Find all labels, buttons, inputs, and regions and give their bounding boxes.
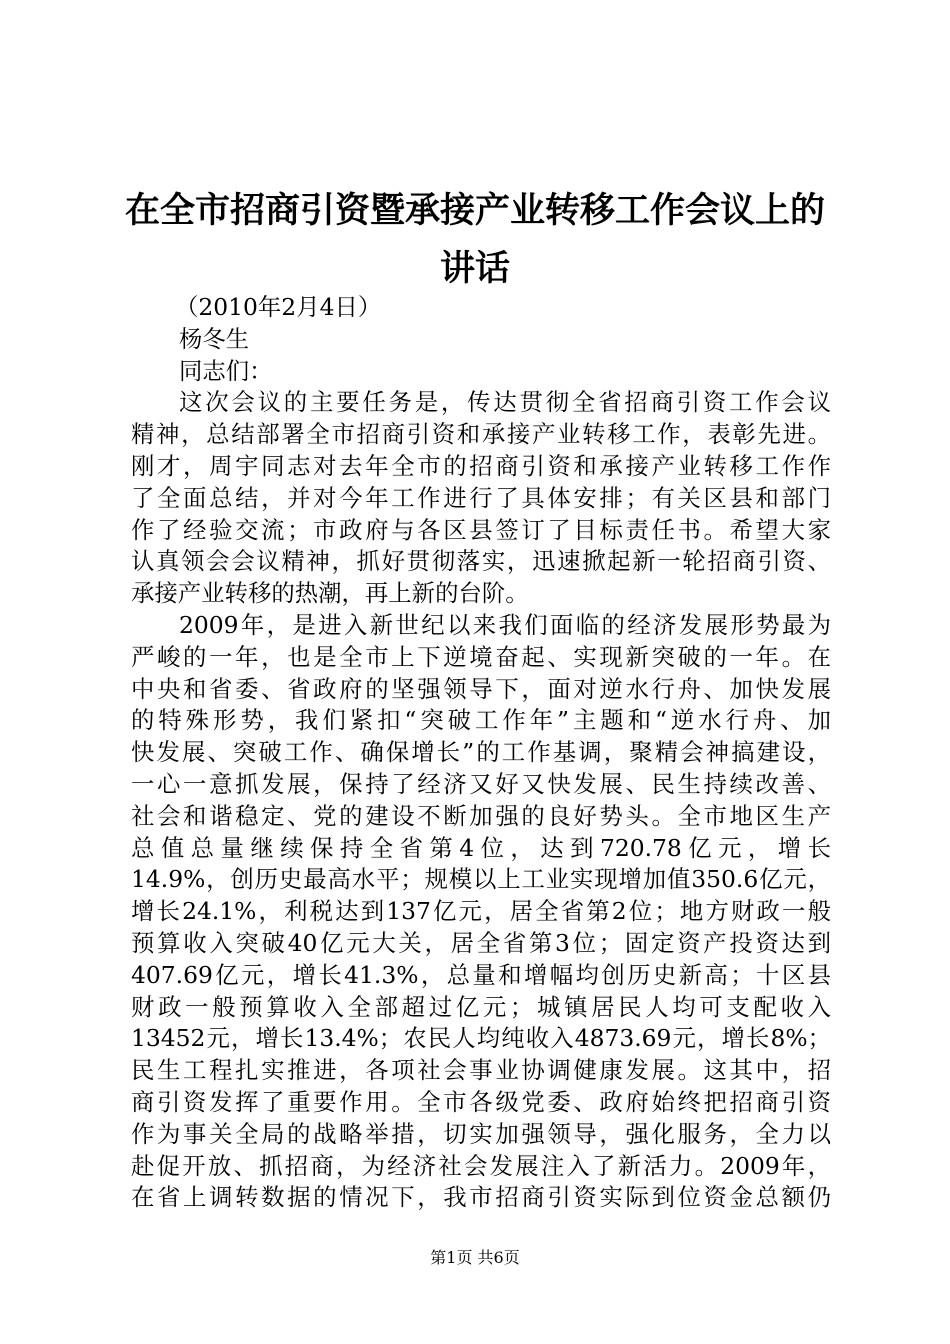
paragraph2-line: 增长24.1%，利税达到137亿元，居全省第2位；地方财政一般: [131, 897, 831, 926]
paragraph2-line: 赴促开放、抓招商，为经济社会发展注入了新活力。2009年，: [131, 1151, 831, 1180]
paragraph2-line: 在省上调转数据的情况下，我市招商引资实际到位资金总额仍: [131, 1183, 831, 1212]
speech-author: 杨冬生: [179, 324, 250, 353]
speech-salutation: 同志们：: [179, 356, 273, 385]
speech-date: （2010年2月4日）: [175, 293, 382, 321]
paragraph2-line: 民生工程扎实推进，各项社会事业协调健康发展。这其中，招: [131, 1056, 831, 1085]
paragraph2-line: 14.9%，创历史最高水平；规模以上工业实现增加值350.6亿元，: [131, 865, 831, 894]
paragraph1-line: 这次会议的主要任务是，传达贯彻全省招商引资工作会议: [179, 388, 831, 417]
paragraph2-line: 社会和谐稳定、党的建设不断加强的良好势头。全市地区生产: [131, 801, 831, 830]
paragraph2-line: 2009年，是进入新世纪以来我们面临的经济发展形势最为: [179, 610, 831, 639]
paragraph1-line: 了全面总结，并对今年工作进行了具体安排；有关区县和部门: [131, 483, 831, 512]
paragraph1-line: 承接产业转移的热潮，再上新的台阶。: [131, 579, 529, 608]
paragraph2-line: 商引资发挥了重要作用。全市各级党委、政府始终把招商引资: [131, 1087, 831, 1116]
paragraph2-line: 作为事关全局的战略举措，切实加强领导，强化服务，全力以: [131, 1119, 831, 1148]
paragraph2-line: 预算收入突破40亿元大关，居全省第3位；固定资产投资达到: [131, 928, 831, 957]
document-title-line1: 在全市招商引资暨承接产业转移工作会议上的: [124, 190, 825, 231]
paragraph1-line: 刚才，周宇同志对去年全市的招商引资和承接产业转移工作作: [131, 451, 831, 480]
paragraph1-line: 作了经验交流；市政府与各区县签订了目标责任书。希望大家: [131, 515, 831, 544]
paragraph2-line: 总值总量继续保持全省第4位，达到720.78亿元，增长: [131, 833, 831, 862]
paragraph2-line: 的特殊形势，我们紧扣“突破工作年”主题和“逆水行舟、加: [131, 706, 831, 735]
page-number: 第1页 共6页: [430, 1248, 520, 1267]
paragraph2-line: 严峻的一年，也是全市上下逆境奋起、实现新突破的一年。在: [131, 642, 831, 671]
paragraph2-line: 一心一意抓发展，保持了经济又好又快发展、民生持续改善、: [131, 769, 831, 798]
paragraph2-line: 407.69亿元，增长41.3%，总量和增幅均创历史新高；十区县: [131, 960, 831, 989]
document-body: [131, 292, 831, 1214]
page-footer: [0, 1248, 950, 1268]
paragraph1-line: 认真领会会议精神，抓好贯彻落实，迅速掀起新一轮招商引资、: [131, 547, 831, 576]
paragraph2-line: 财政一般预算收入全部超过亿元；城镇居民人均可支配收入: [131, 992, 831, 1021]
document-title-line2: 讲话: [439, 248, 510, 289]
paragraph2-line: 13452元，增长13.4%；农民人均纯收入4873.69元，增长8%；: [131, 1024, 831, 1053]
paragraph1-line: 精神，总结部署全市招商引资和承接产业转移工作，表彰先进。: [131, 420, 831, 449]
paragraph2-line: 中央和省委、省政府的坚强领导下，面对逆水行舟、加快发展: [131, 674, 831, 703]
paragraph2-line: 快发展、突破工作、确保增长”的工作基调，聚精会神搞建设，: [131, 738, 831, 767]
